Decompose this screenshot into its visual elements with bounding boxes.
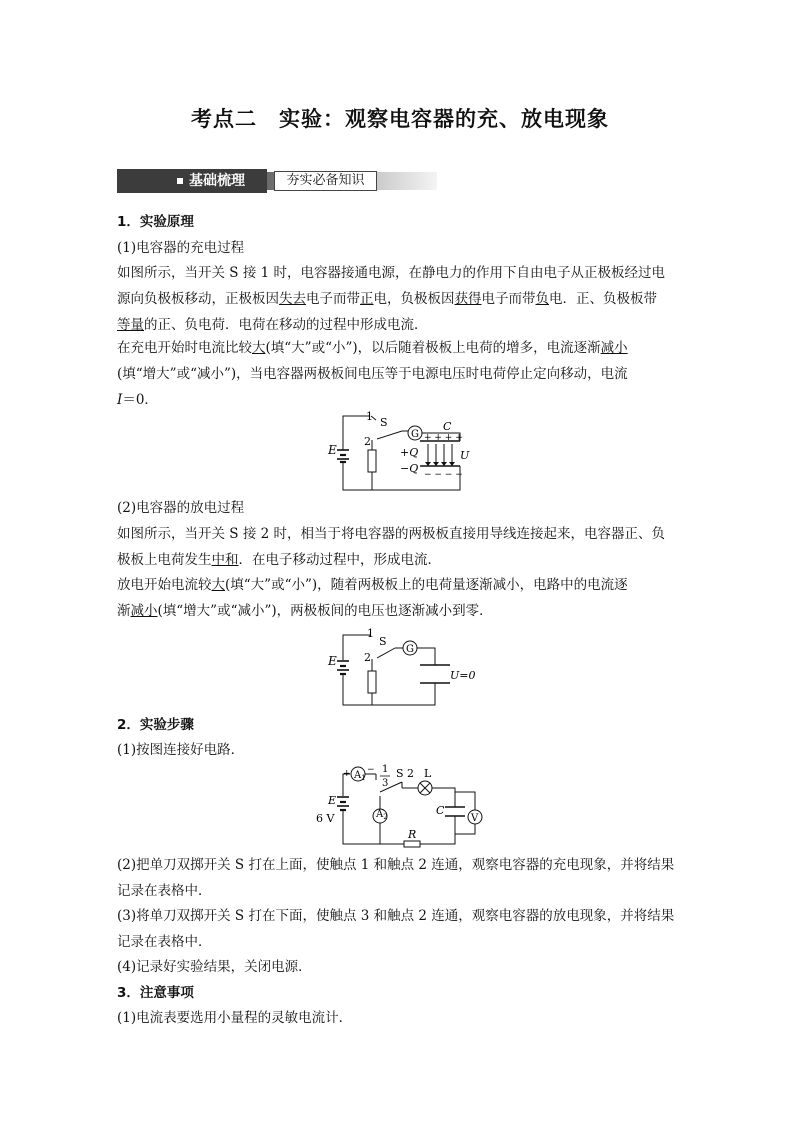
label-switch-s: S [379,635,387,648]
note-1: (1)电流表要选用小量程的灵敏电流计． [117,1010,353,1026]
heading-notes: 3．注意事项 [117,985,194,1001]
label-node-3: 3 [382,778,389,789]
label-e: E [328,443,337,457]
label-6v: 6 V [316,812,335,825]
label-node-2: 2 [364,435,371,448]
banner-tag: 夯实必备知识 [274,171,377,191]
square-bullet-icon [177,178,183,184]
charging-paragraph: 如图所示，当开关 S 接 1 时，电容器接通电源，在静电力的作用下自由电子从正极板经过电 源向负极板移动，正极板因失去电子而带正电，负极板因获得电子而带负电．正、负极板带 等量的正、负电荷．电荷在移动的过程中形成电流． [117,265,666,333]
label-node-1: 1 [367,627,374,640]
heading-steps: 2．实验步骤 [117,717,194,733]
section-banner [117,169,437,193]
ammeter-a2-icon: $A_2$ [376,809,388,821]
experiment-circuit-figure [310,762,500,852]
label-node-1: 1 [382,764,389,775]
label-voltage-u: U [460,449,470,462]
sub-charging: (1)电容器的充电过程 [117,240,245,256]
lamp-label: L [424,767,432,780]
step-2: (2)把单刀双掷开关 S 打在上面，使触点 1 和触点 2 连通，观察电容器的充电现象，并将结果 记录在表格中． [117,857,675,899]
label-node-2: 2 [407,767,414,780]
ammeter-a1-icon: $A_1$ [354,770,366,782]
svg-text:−: − [367,765,375,775]
galvanometer-icon: G [406,644,414,655]
svg-text:− − − −: − − − − [424,470,463,480]
voltmeter-icon: V [471,813,479,824]
heading-principle: 1．实验原理 [117,214,194,230]
discharging-current-paragraph: 放电开始电流较大(填“大”或“小”)，随着两极板上的电荷量逐渐减小，电路中的电流逐 渐减小(填“增大”或“减小”)，两极板间的电压也逐渐减小到零． [117,577,628,619]
discharging-paragraph: 如图所示，当开关 S 接 2 时，相当于将电容器的两极板直接用导线连接起来，电容器正、负 极板上电荷发生中和．在电子移动过程中，形成电流． [117,526,666,568]
charging-current-paragraph: 在充电开始时电流比较大(填“大”或“小”)，以后随着极板上电荷的增多，电流逐渐减小 (填“增大”或“减小”)，当电容器两极板间电压等于电源电压时电荷停止定向移动，电流 I＝0． [117,340,628,408]
page-title: 考点二 实验：观察电容器的充、放电现象 [191,107,609,131]
sub-discharging: (2)电容器的放电过程 [117,500,245,516]
label-resistor-r: R [408,828,417,841]
label-node-2: 2 [364,651,371,664]
discharging-circuit-figure [320,625,490,710]
svg-text:+ + + +: + + + + [424,433,463,443]
label-u-zero: U=0 [450,669,476,682]
label-switch-s: S [380,416,388,429]
svg-text:+: + [343,769,351,779]
charging-circuit-figure [320,410,480,495]
step-1: (1)按图连接好电路． [117,742,245,758]
label-plus-q: +Q [400,446,419,459]
banner-label-block [117,169,267,193]
banner-label: 基础梳理 [189,173,245,189]
label-e: E [328,654,337,668]
label-minus-q: −Q [400,462,419,475]
step-3: (3)将单刀双掷开关 S 打在下面，使触点 3 和触点 2 连通，观察电容器的放电现象，并将结果 记录在表格中． [117,908,675,950]
galvanometer-icon: G [411,429,419,440]
label-e: E [328,794,337,807]
label-node-1: 1 [366,410,373,423]
label-capacitor-c: C [443,420,452,433]
step-4: (4)记录好实验结果，关闭电源． [117,959,312,975]
label-switch-s: S [396,767,404,780]
label-capacitor-c: C [436,804,445,817]
